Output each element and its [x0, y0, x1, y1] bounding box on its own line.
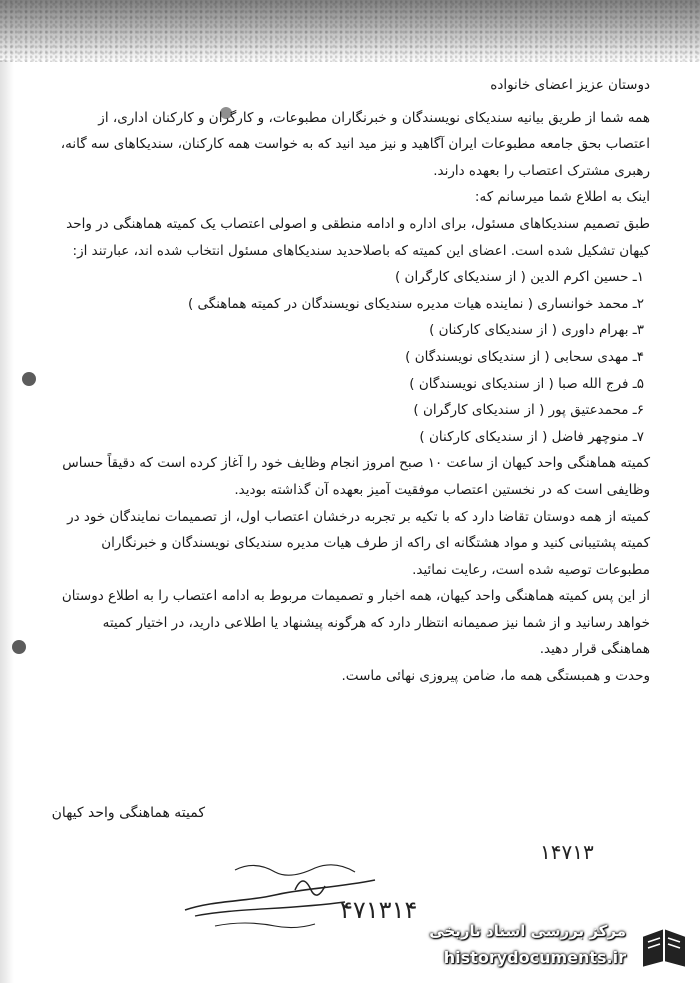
paragraph-updates: از این پس کمیته هماهنگی واحد کیهان، همه اخبار و تصمیمات مربوط به ادامه اعتصاب را به اطلاع دوستان خواهد رسانید و از شما نیز صمیمانه انتظار دارد که هرگونه پیشنهاد یا اطلاعی دارید، در اختیار کمیته هماهنگی قرار دهید.: [61, 588, 650, 658]
member-item: ۱ـ حسین اکرم الدین ( از سندیکای کارگران ): [394, 269, 644, 286]
member-item: ۴ـ مهدی سحابی ( از سندیکای نویسندگان ): [405, 348, 644, 365]
member-item: ۲ـ محمد خوانساری ( نماینده هیات مدیره سندیکای نویسندگان در کمیته هماهنگی ): [187, 295, 644, 312]
paragraph-start: کمیته هماهنگی واحد کیهان از ساعت ۱۰ صبح امروز انجام وظایف خود را آغاز کرده است که دقیقاً حساس وظایفی است که در نخستین اعتصاب موفقیت آمیز بعهده آن گذاشته بودید.: [62, 455, 650, 498]
punch-hole: [22, 372, 36, 386]
paragraph-committee: طبق تصمیم سندیکاهای مسئول، برای اداره و ادامه منطقی و اصولی اعتصاب یک کمیته هماهنگی در واحد کیهان تشکیل شده است. اعضای این کمیته که باصلاحدید سندیکاهای مسئول انتخاب شده اند، عبارتند از:: [66, 215, 650, 259]
paragraph-intro: همه شما از طریق بیانیه سندیکای نویسندگان و خبرنگاران مطبوعات، و کارگران و کارکنان اداری، از اعتصاب بحق جامعه مطبوعات ایران آگاهید و نیز مید انید که به خواست همه کارکنان، سندیکاهای سه گانه، رهبری مشترک اعتصاب را بعهده دارند.: [60, 109, 650, 179]
signoff: کمیته هماهنگی واحد کیهان: [51, 805, 205, 821]
member-item: ۳ـ بهرام داوری ( از سندیکای کارکنان ): [429, 322, 644, 339]
paragraph-notice: اینک به اطلاع شما میرسانم که:: [474, 189, 650, 206]
letter-body: [50, 72, 650, 690]
scan-noise-header: [0, 0, 700, 62]
watermark: [418, 918, 696, 978]
member-list: [50, 264, 650, 450]
handwritten-signature: [175, 850, 385, 940]
paragraph-request: کمیته از همه دوستان تقاضا دارد که با تکیه بر تجربه درخشان اعتصاب اول، از تصمیمات نمایندگان خود در کمیته پشتیبانی کنید و مواد هشتگانه ای راکه از طرف هیات مدیره سندیکای نویسندگان و خبرنگاران مطبوعات توصیه شده است، رعایت نمائید.: [67, 508, 650, 578]
handwritten-number: ۴۷۱۳۱۴: [340, 896, 418, 924]
punch-hole: [12, 640, 26, 654]
member-item: ۵ـ فرج الله صبا ( از سندیکای نویسندگان ): [409, 375, 644, 392]
watermark-title: مرکز بررسی اسناد تاریخی: [429, 922, 626, 940]
member-item: ۷ـ منوچهر فاضل ( از سندیکای کارکنان ): [419, 428, 644, 445]
member-item: ۶ـ محمدعتیق پور ( از سندیکای کارگران ): [413, 402, 644, 419]
book-logo-icon: [636, 924, 692, 974]
handwritten-number: ۱۴۷۱۳: [540, 840, 594, 864]
scan-edge-shadow: [0, 60, 14, 983]
watermark-url: historydocuments.ir: [443, 948, 626, 967]
greeting: دوستان عزیز اعضای خانواده: [490, 77, 650, 93]
paragraph-closing: وحدت و همبستگی همه ما، ضامن پیروزی نهائی ماست.: [341, 668, 650, 685]
